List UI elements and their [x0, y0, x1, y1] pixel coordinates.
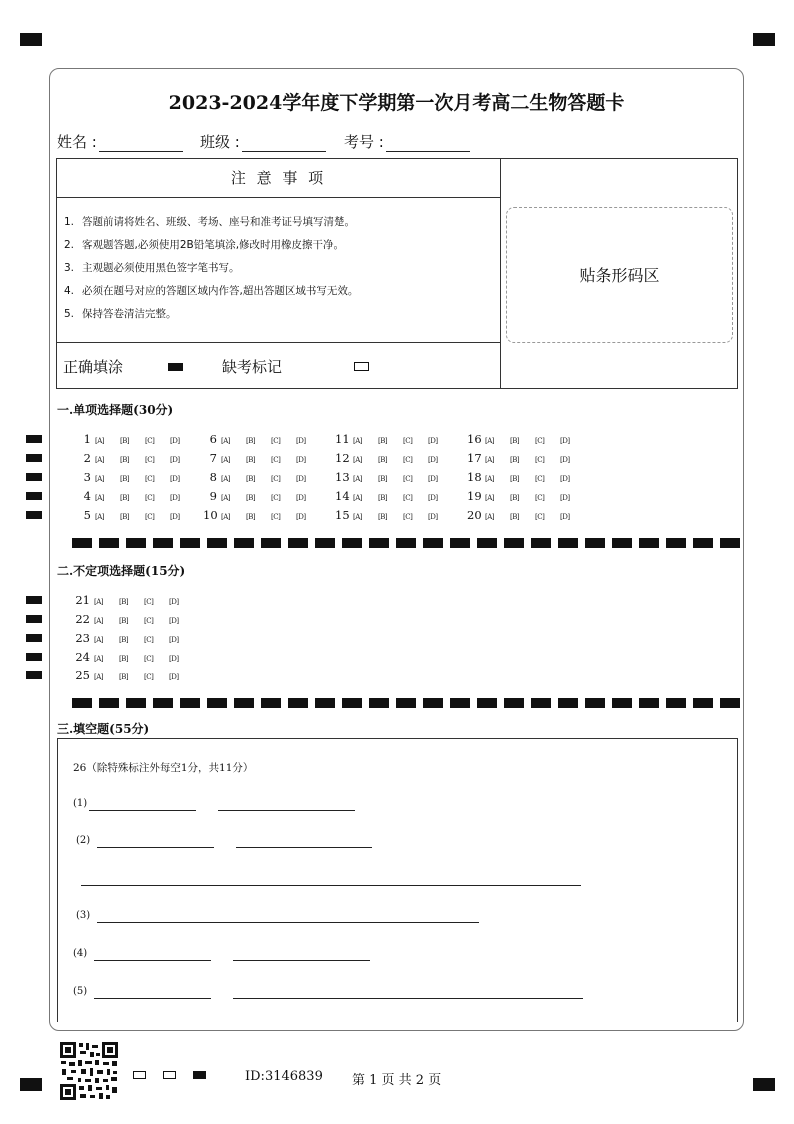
- answer-line-4a[interactable]: [94, 960, 211, 961]
- option-bubble-d[interactable]: [D]: [169, 636, 179, 644]
- option-bubble-b[interactable]: [B]: [120, 513, 130, 521]
- question-number: 12: [335, 451, 350, 465]
- option-bubble-d[interactable]: [D]: [428, 513, 438, 521]
- q26-label-5: (5): [73, 986, 88, 997]
- separator-dash: [288, 538, 308, 548]
- separator-dash: [558, 538, 578, 548]
- option-bubble-b[interactable]: [B]: [246, 494, 256, 502]
- question-number: 7: [209, 451, 217, 465]
- option-bubble-d[interactable]: [D]: [428, 456, 438, 464]
- option-bubble-a[interactable]: [A]: [221, 513, 231, 521]
- option-bubble-b[interactable]: [B]: [246, 437, 256, 445]
- separator-dash: [450, 538, 470, 548]
- separator-dash: [477, 538, 497, 548]
- question-number: 3: [83, 470, 91, 484]
- option-bubble-c[interactable]: [C]: [144, 636, 154, 644]
- question-row: [335, 489, 449, 503]
- option-bubble-a[interactable]: [A]: [485, 494, 495, 502]
- option-bubble-a[interactable]: [A]: [221, 456, 231, 464]
- question-row: [72, 593, 190, 607]
- option-bubble-b[interactable]: [B]: [120, 437, 130, 445]
- question-row: [72, 650, 190, 664]
- question-number: 23: [75, 631, 90, 645]
- corner-mark-bottom-right: [753, 1078, 775, 1091]
- question-row: [72, 631, 190, 645]
- option-bubble-b[interactable]: [B]: [510, 494, 520, 502]
- option-bubble-a[interactable]: [A]: [353, 494, 363, 502]
- notice-heading: 注 意 事 项: [57, 159, 500, 198]
- option-bubble-b[interactable]: [B]: [378, 456, 388, 464]
- notice-panel: [57, 159, 501, 388]
- answer-line-5b[interactable]: [233, 998, 583, 999]
- option-bubble-d[interactable]: [D]: [170, 494, 180, 502]
- option-bubble-c[interactable]: [C]: [271, 437, 281, 445]
- option-bubble-c[interactable]: [C]: [145, 494, 155, 502]
- timing-mark: [26, 671, 42, 679]
- footer-checkbox-2[interactable]: [163, 1071, 176, 1079]
- question-number: 1: [83, 432, 91, 446]
- question-row: [467, 508, 581, 522]
- option-bubble-c[interactable]: [C]: [535, 475, 545, 483]
- separator-dash: [558, 698, 578, 708]
- separator-dash: [207, 538, 227, 548]
- question-number: 5: [83, 508, 91, 522]
- q26-label-1: (1): [73, 798, 88, 809]
- question-row: [467, 489, 581, 503]
- option-bubble-c[interactable]: [C]: [403, 513, 413, 521]
- option-bubble-a[interactable]: [A]: [485, 513, 495, 521]
- option-bubble-a[interactable]: [A]: [94, 655, 104, 663]
- question-number: 21: [75, 593, 90, 607]
- answer-line-5a[interactable]: [94, 998, 211, 999]
- option-bubble-a[interactable]: [A]: [94, 673, 104, 681]
- separator-dash: [72, 698, 92, 708]
- option-bubble-c[interactable]: [C]: [144, 673, 154, 681]
- separator-dash: [423, 698, 443, 708]
- question-row: [203, 432, 317, 446]
- separator-dash: [369, 538, 389, 548]
- separator-dash: [612, 538, 632, 548]
- option-bubble-b[interactable]: [B]: [120, 456, 130, 464]
- footer-checkbox-3[interactable]: [193, 1071, 206, 1079]
- timing-mark: [26, 492, 42, 500]
- option-bubble-c[interactable]: [C]: [145, 437, 155, 445]
- answer-line-1b[interactable]: [218, 810, 355, 811]
- question-number: 13: [335, 470, 350, 484]
- question-row: [77, 451, 191, 465]
- answer-line-3[interactable]: [97, 922, 479, 923]
- section2-title: 二.不定项选择题(15分): [57, 564, 186, 578]
- separator-dash: [423, 538, 443, 548]
- option-bubble-d[interactable]: [D]: [169, 598, 179, 606]
- option-bubble-a[interactable]: [A]: [221, 494, 231, 502]
- option-bubble-a[interactable]: [A]: [485, 437, 495, 445]
- separator-dash: [99, 698, 119, 708]
- absent-mark-checkbox[interactable]: [354, 362, 369, 371]
- option-bubble-b[interactable]: [B]: [378, 475, 388, 483]
- corner-mark-top-left: [20, 33, 42, 46]
- corner-mark-top-right: [753, 33, 775, 46]
- timing-mark: [26, 473, 42, 481]
- separator-dash: [720, 538, 740, 548]
- notice-item-number: 4.: [64, 285, 75, 297]
- question-number: 18: [467, 470, 482, 484]
- answer-line-2b[interactable]: [236, 847, 372, 848]
- option-bubble-c[interactable]: [C]: [403, 494, 413, 502]
- timing-mark: [26, 596, 42, 604]
- notice-item-text: 答题前请将姓名、班级、考场、座号和准考证号填写清楚。: [82, 216, 355, 228]
- separator-dash: [531, 538, 551, 548]
- option-bubble-c[interactable]: [C]: [535, 456, 545, 464]
- option-bubble-a[interactable]: [A]: [485, 475, 495, 483]
- notice-item-number: 2.: [64, 239, 75, 251]
- question-row: [72, 668, 190, 682]
- option-bubble-c[interactable]: [C]: [145, 475, 155, 483]
- question-number: 10: [203, 508, 218, 522]
- class-label: 班级 :: [200, 133, 240, 151]
- timing-mark: [26, 653, 42, 661]
- option-bubble-c[interactable]: [C]: [535, 494, 545, 502]
- question-number: 8: [209, 470, 217, 484]
- option-bubble-b[interactable]: [B]: [119, 655, 129, 663]
- notice-item: [64, 214, 358, 237]
- option-bubble-d[interactable]: [D]: [560, 456, 570, 464]
- option-bubble-c[interactable]: [C]: [144, 598, 154, 606]
- separator-dash: [666, 538, 686, 548]
- notice-item-text: 客观题答题,必须使用2B铅笔填涂,修改时用橡皮擦干净。: [82, 239, 345, 251]
- separator-dash: [261, 698, 281, 708]
- separator-dash: [261, 538, 281, 548]
- question-number: 20: [467, 508, 482, 522]
- question-row: [77, 508, 191, 522]
- separator-dash: [234, 538, 254, 548]
- section1-title: 一.单项选择题(30分): [57, 403, 174, 417]
- option-bubble-b[interactable]: [B]: [378, 494, 388, 502]
- fill-legend: [57, 342, 500, 389]
- option-bubble-a[interactable]: [A]: [353, 437, 363, 445]
- option-bubble-d[interactable]: [D]: [170, 513, 180, 521]
- option-bubble-b[interactable]: [B]: [246, 475, 256, 483]
- option-bubble-d[interactable]: [D]: [169, 617, 179, 625]
- notice-item-number: 1.: [64, 216, 75, 228]
- separator-dash: [531, 698, 551, 708]
- separator-dash: [342, 698, 362, 708]
- option-bubble-d[interactable]: [D]: [169, 655, 179, 663]
- class-underline[interactable]: [242, 135, 326, 152]
- qr-code-icon: [59, 1041, 119, 1101]
- option-bubble-a[interactable]: [A]: [95, 437, 105, 445]
- option-bubble-a[interactable]: [A]: [353, 475, 363, 483]
- notice-box: [56, 158, 738, 389]
- option-bubble-a[interactable]: [A]: [95, 513, 105, 521]
- name-label: 姓名 :: [57, 133, 97, 151]
- question-row: [203, 470, 317, 484]
- separator-dash: [180, 698, 200, 708]
- separator-dash: [153, 538, 173, 548]
- option-bubble-b[interactable]: [B]: [378, 513, 388, 521]
- option-bubble-a[interactable]: [A]: [94, 617, 104, 625]
- option-bubble-c[interactable]: [C]: [271, 456, 281, 464]
- option-bubble-b[interactable]: [B]: [246, 513, 256, 521]
- separator-dash: [180, 538, 200, 548]
- option-bubble-d[interactable]: [D]: [428, 494, 438, 502]
- option-bubble-c[interactable]: [C]: [403, 475, 413, 483]
- separator-dash: [315, 698, 335, 708]
- option-bubble-b[interactable]: [B]: [119, 673, 129, 681]
- option-bubble-d[interactable]: [D]: [296, 475, 306, 483]
- answer-line-4b[interactable]: [233, 960, 370, 961]
- option-bubble-b[interactable]: [B]: [119, 617, 129, 625]
- option-bubble-a[interactable]: [A]: [95, 494, 105, 502]
- separator-dash: [585, 538, 605, 548]
- question-number: 16: [467, 432, 482, 446]
- question-row: [335, 451, 449, 465]
- answer-line-2c[interactable]: [81, 885, 581, 886]
- separator-dash: [666, 698, 686, 708]
- option-bubble-d[interactable]: [D]: [428, 437, 438, 445]
- question-number: 22: [75, 612, 90, 626]
- question-row: [77, 432, 191, 446]
- answer-line-2a[interactable]: [97, 847, 214, 848]
- separator-dash: [693, 538, 713, 548]
- question-number: 6: [209, 432, 217, 446]
- question-row: [203, 489, 317, 503]
- timing-mark: [26, 435, 42, 443]
- option-bubble-b[interactable]: [B]: [119, 636, 129, 644]
- option-bubble-b[interactable]: [B]: [120, 475, 130, 483]
- separator-dash: [153, 698, 173, 708]
- separator-dash: [639, 698, 659, 708]
- separator-dashes-2: [72, 698, 740, 708]
- option-bubble-d[interactable]: [D]: [296, 513, 306, 521]
- option-bubble-d[interactable]: [D]: [296, 456, 306, 464]
- option-bubble-a[interactable]: [A]: [95, 475, 105, 483]
- separator-dash: [450, 698, 470, 708]
- option-bubble-c[interactable]: [C]: [535, 513, 545, 521]
- option-bubble-d[interactable]: [D]: [296, 437, 306, 445]
- correct-fill-label: 正确填涂: [63, 358, 124, 376]
- name-underline[interactable]: [99, 135, 183, 152]
- q26-label-4: (4): [73, 948, 88, 959]
- section3-title: 三.填空题(55分): [57, 722, 150, 736]
- option-bubble-c[interactable]: [C]: [144, 617, 154, 625]
- corner-mark-bottom-left: [20, 1078, 42, 1091]
- exam-no-field[interactable]: [344, 131, 470, 152]
- notice-item-text: 保持答卷清洁完整。: [82, 308, 177, 320]
- separator-dash: [369, 698, 389, 708]
- option-bubble-d[interactable]: [D]: [170, 437, 180, 445]
- option-bubble-b[interactable]: [B]: [119, 598, 129, 606]
- option-bubble-d[interactable]: [D]: [560, 513, 570, 521]
- question-row: [72, 612, 190, 626]
- option-bubble-d[interactable]: [D]: [296, 494, 306, 502]
- notice-item: [64, 306, 358, 329]
- answer-line-1a[interactable]: [89, 810, 196, 811]
- option-bubble-c[interactable]: [C]: [535, 437, 545, 445]
- option-bubble-b[interactable]: [B]: [378, 437, 388, 445]
- separator-dash: [234, 698, 254, 708]
- separator-dash: [504, 698, 524, 708]
- separator-dash: [396, 698, 416, 708]
- question-row: [467, 470, 581, 484]
- timing-mark: [26, 615, 42, 623]
- question-number: 25: [75, 668, 90, 682]
- option-bubble-a[interactable]: [A]: [95, 456, 105, 464]
- option-bubble-a[interactable]: [A]: [221, 475, 231, 483]
- option-bubble-b[interactable]: [B]: [510, 475, 520, 483]
- notice-item-text: 必须在题号对应的答题区域内作答,超出答题区域书写无效。: [82, 285, 359, 297]
- question-row: [77, 489, 191, 503]
- class-field[interactable]: [200, 131, 326, 152]
- option-bubble-b[interactable]: [B]: [246, 456, 256, 464]
- sheet-id: ID:3146839: [245, 1069, 323, 1084]
- separator-dash: [288, 698, 308, 708]
- question-number: 2: [83, 451, 91, 465]
- option-bubble-d[interactable]: [D]: [560, 494, 570, 502]
- page-indicator: 第 1 页 共 2 页: [352, 1073, 442, 1088]
- option-bubble-a[interactable]: [A]: [221, 437, 231, 445]
- question-number: 4: [83, 489, 91, 503]
- separator-dash: [477, 698, 497, 708]
- option-bubble-a[interactable]: [A]: [485, 456, 495, 464]
- separator-dash: [342, 538, 362, 548]
- page-title: 2023-2024学年度下学期第一次月考高二生物答题卡: [168, 92, 625, 114]
- q26-label-2: (2): [76, 835, 91, 846]
- option-bubble-c[interactable]: [C]: [271, 475, 281, 483]
- question-number: 9: [209, 489, 217, 503]
- option-bubble-d[interactable]: [D]: [170, 475, 180, 483]
- separator-dash: [207, 698, 227, 708]
- option-bubble-d[interactable]: [D]: [169, 673, 179, 681]
- separator-dash: [612, 698, 632, 708]
- option-bubble-c[interactable]: [C]: [144, 655, 154, 663]
- separator-dash: [315, 538, 335, 548]
- exam-no-label: 考号 :: [344, 133, 384, 151]
- option-bubble-c[interactable]: [C]: [403, 437, 413, 445]
- notice-item: [64, 237, 358, 260]
- correct-fill-sample: [168, 363, 183, 371]
- separator-dash: [396, 538, 416, 548]
- question-number: 11: [335, 432, 350, 446]
- option-bubble-d[interactable]: [D]: [560, 437, 570, 445]
- question-row: [77, 470, 191, 484]
- question-number: 24: [75, 650, 90, 664]
- option-bubble-b[interactable]: [B]: [510, 513, 520, 521]
- option-bubble-d[interactable]: [D]: [170, 456, 180, 464]
- question-row: [203, 451, 317, 465]
- option-bubble-b[interactable]: [B]: [510, 437, 520, 445]
- question-number: 17: [467, 451, 482, 465]
- notice-list: [64, 214, 358, 329]
- fill-in-answer-box: [57, 738, 738, 1022]
- question-row: [335, 432, 449, 446]
- option-bubble-a[interactable]: [A]: [94, 598, 104, 606]
- separator-dash: [720, 698, 740, 708]
- question-row: [335, 470, 449, 484]
- separator-dash: [99, 538, 119, 548]
- option-bubble-a[interactable]: [A]: [94, 636, 104, 644]
- name-field[interactable]: [57, 131, 183, 152]
- notice-item-number: 3.: [64, 262, 75, 274]
- separator-dash: [504, 538, 524, 548]
- question-number: 15: [335, 508, 350, 522]
- exam-no-underline[interactable]: [386, 135, 470, 152]
- absent-mark-label: 缺考标记: [222, 358, 283, 376]
- separator-dashes-1: [72, 538, 740, 548]
- notice-item: [64, 260, 358, 283]
- option-bubble-c[interactable]: [C]: [271, 513, 281, 521]
- option-bubble-c[interactable]: [C]: [145, 513, 155, 521]
- footer-checkbox-1[interactable]: [133, 1071, 146, 1079]
- option-bubble-d[interactable]: [D]: [560, 475, 570, 483]
- question-row: [335, 508, 449, 522]
- question-number: 19: [467, 489, 482, 503]
- option-bubble-a[interactable]: [A]: [353, 513, 363, 521]
- question-number: 14: [335, 489, 350, 503]
- q26-header: 26（除特殊标注外每空1分，共11分）: [73, 762, 254, 774]
- option-bubble-a[interactable]: [A]: [353, 456, 363, 464]
- notice-item-text: 主观题必须使用黑色签字笔书写。: [82, 262, 240, 274]
- question-row: [203, 508, 317, 522]
- notice-item-number: 5.: [64, 308, 75, 320]
- separator-dash: [585, 698, 605, 708]
- timing-mark: [26, 511, 42, 519]
- option-bubble-c[interactable]: [C]: [271, 494, 281, 502]
- option-bubble-c[interactable]: [C]: [145, 456, 155, 464]
- separator-dash: [72, 538, 92, 548]
- question-row: [467, 451, 581, 465]
- separator-dash: [126, 698, 146, 708]
- barcode-area: 贴条形码区: [506, 207, 733, 343]
- separator-dash: [693, 698, 713, 708]
- option-bubble-b[interactable]: [B]: [510, 456, 520, 464]
- option-bubble-d[interactable]: [D]: [428, 475, 438, 483]
- option-bubble-b[interactable]: [B]: [120, 494, 130, 502]
- separator-dash: [126, 538, 146, 548]
- timing-mark: [26, 454, 42, 462]
- question-row: [467, 432, 581, 446]
- notice-item: [64, 283, 358, 306]
- q26-label-3: (3): [76, 910, 91, 921]
- separator-dash: [639, 538, 659, 548]
- option-bubble-c[interactable]: [C]: [403, 456, 413, 464]
- timing-mark: [26, 634, 42, 642]
